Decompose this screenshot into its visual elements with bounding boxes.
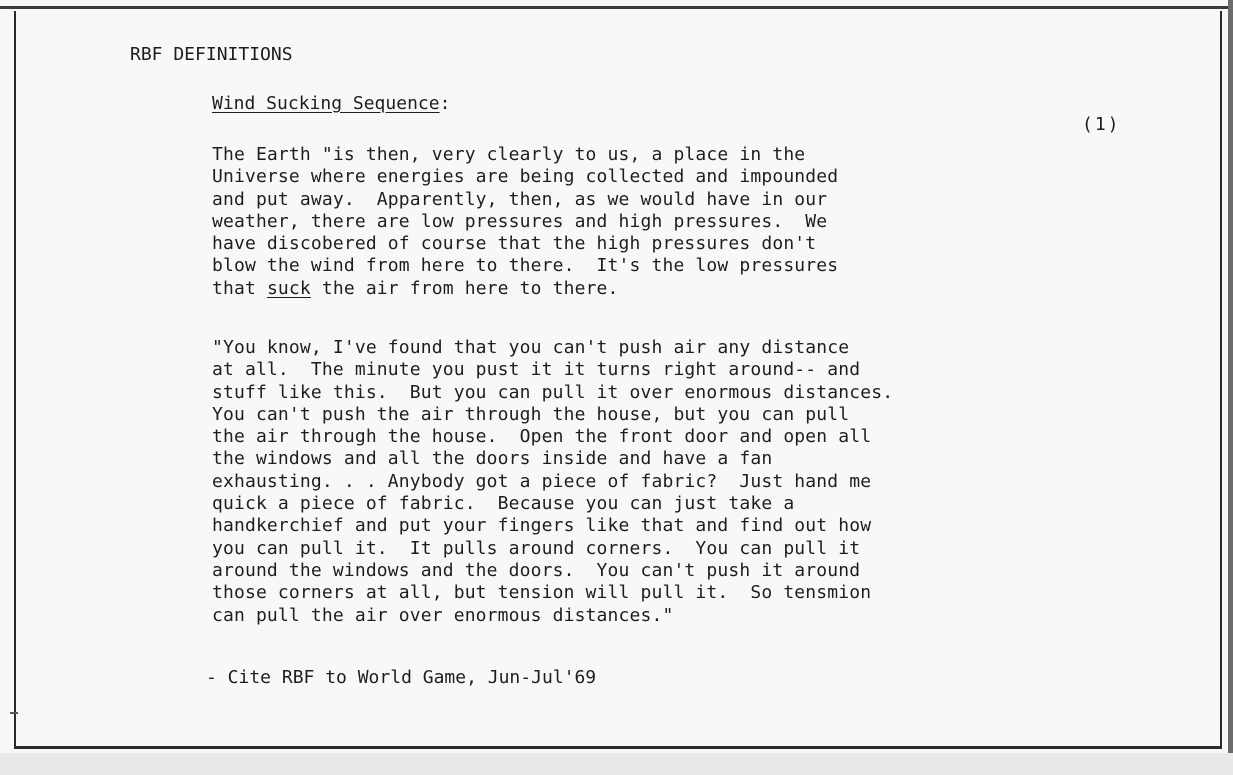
paragraph-line: have discobered of course that the high pressures don't: [212, 233, 817, 255]
paragraph-line: the air through the house. Open the front door and open all: [212, 426, 872, 448]
definition-title: [212, 93, 450, 114]
underlined-word: suck: [266, 277, 311, 299]
paragraph-line-start: that: [212, 277, 267, 299]
definition-title-text: Wind Sucking Sequence: [212, 93, 440, 114]
paragraph-line: "You know, I've found that you can't push air any distance: [212, 337, 850, 358]
paragraph-line: Universe where energies are being collected and impounded: [212, 166, 839, 188]
paragraph-line: those corners at all, but tension will pull it. So tensmion: [212, 582, 872, 604]
paragraph-line: stuff like this. But you can pull it over enormous distances.: [212, 381, 894, 403]
paragraph-line: quick a piece of fabric. Because you can just take a: [212, 493, 795, 515]
definition-title-colon: :: [439, 93, 451, 114]
bottom-margin: [0, 753, 1233, 775]
quote-paragraph-2: [212, 337, 893, 627]
paragraph-line: around the windows and the doors. You can't push it around: [212, 559, 861, 581]
paragraph-line: and put away. Apparently, then, as we would have in our: [212, 188, 828, 210]
paragraph-line: can pull the air over enormous distances.": [212, 604, 674, 626]
paragraph-line: weather, there are low pressures and high pressures. We: [212, 210, 828, 232]
page-number: (1): [1082, 114, 1121, 135]
paragraph-line: you can pull it. It pulls around corners. You can pull it: [212, 537, 861, 559]
document-heading: RBF DEFINITIONS: [130, 44, 293, 65]
paragraph-line-end: the air from here to there.: [310, 277, 619, 299]
paragraph-line: at all. The minute you pust it it turns right around-- and: [212, 359, 861, 381]
citation: - Cite RBF to World Game, Jun-Jul'69: [206, 667, 597, 688]
paragraph-line: the windows and all the doors inside and have a fan: [212, 448, 773, 470]
quote-paragraph-1: [212, 144, 838, 300]
paragraph-line: You can't push the air through the house, but you can pull: [212, 403, 850, 425]
paragraph-line: handkerchief and put your fingers like that and find out how: [212, 515, 872, 537]
right-page-edge: [1228, 0, 1233, 775]
paragraph-line: blow the wind from here to there. It's the low pressures: [212, 255, 839, 277]
top-border: [0, 6, 1233, 9]
margin-mark: [10, 712, 18, 714]
paragraph-line: The Earth "is then, very clearly to us, a place in the: [212, 144, 806, 165]
paragraph-line: exhausting. . . Anybody got a piece of fabric? Just hand me: [212, 470, 872, 492]
